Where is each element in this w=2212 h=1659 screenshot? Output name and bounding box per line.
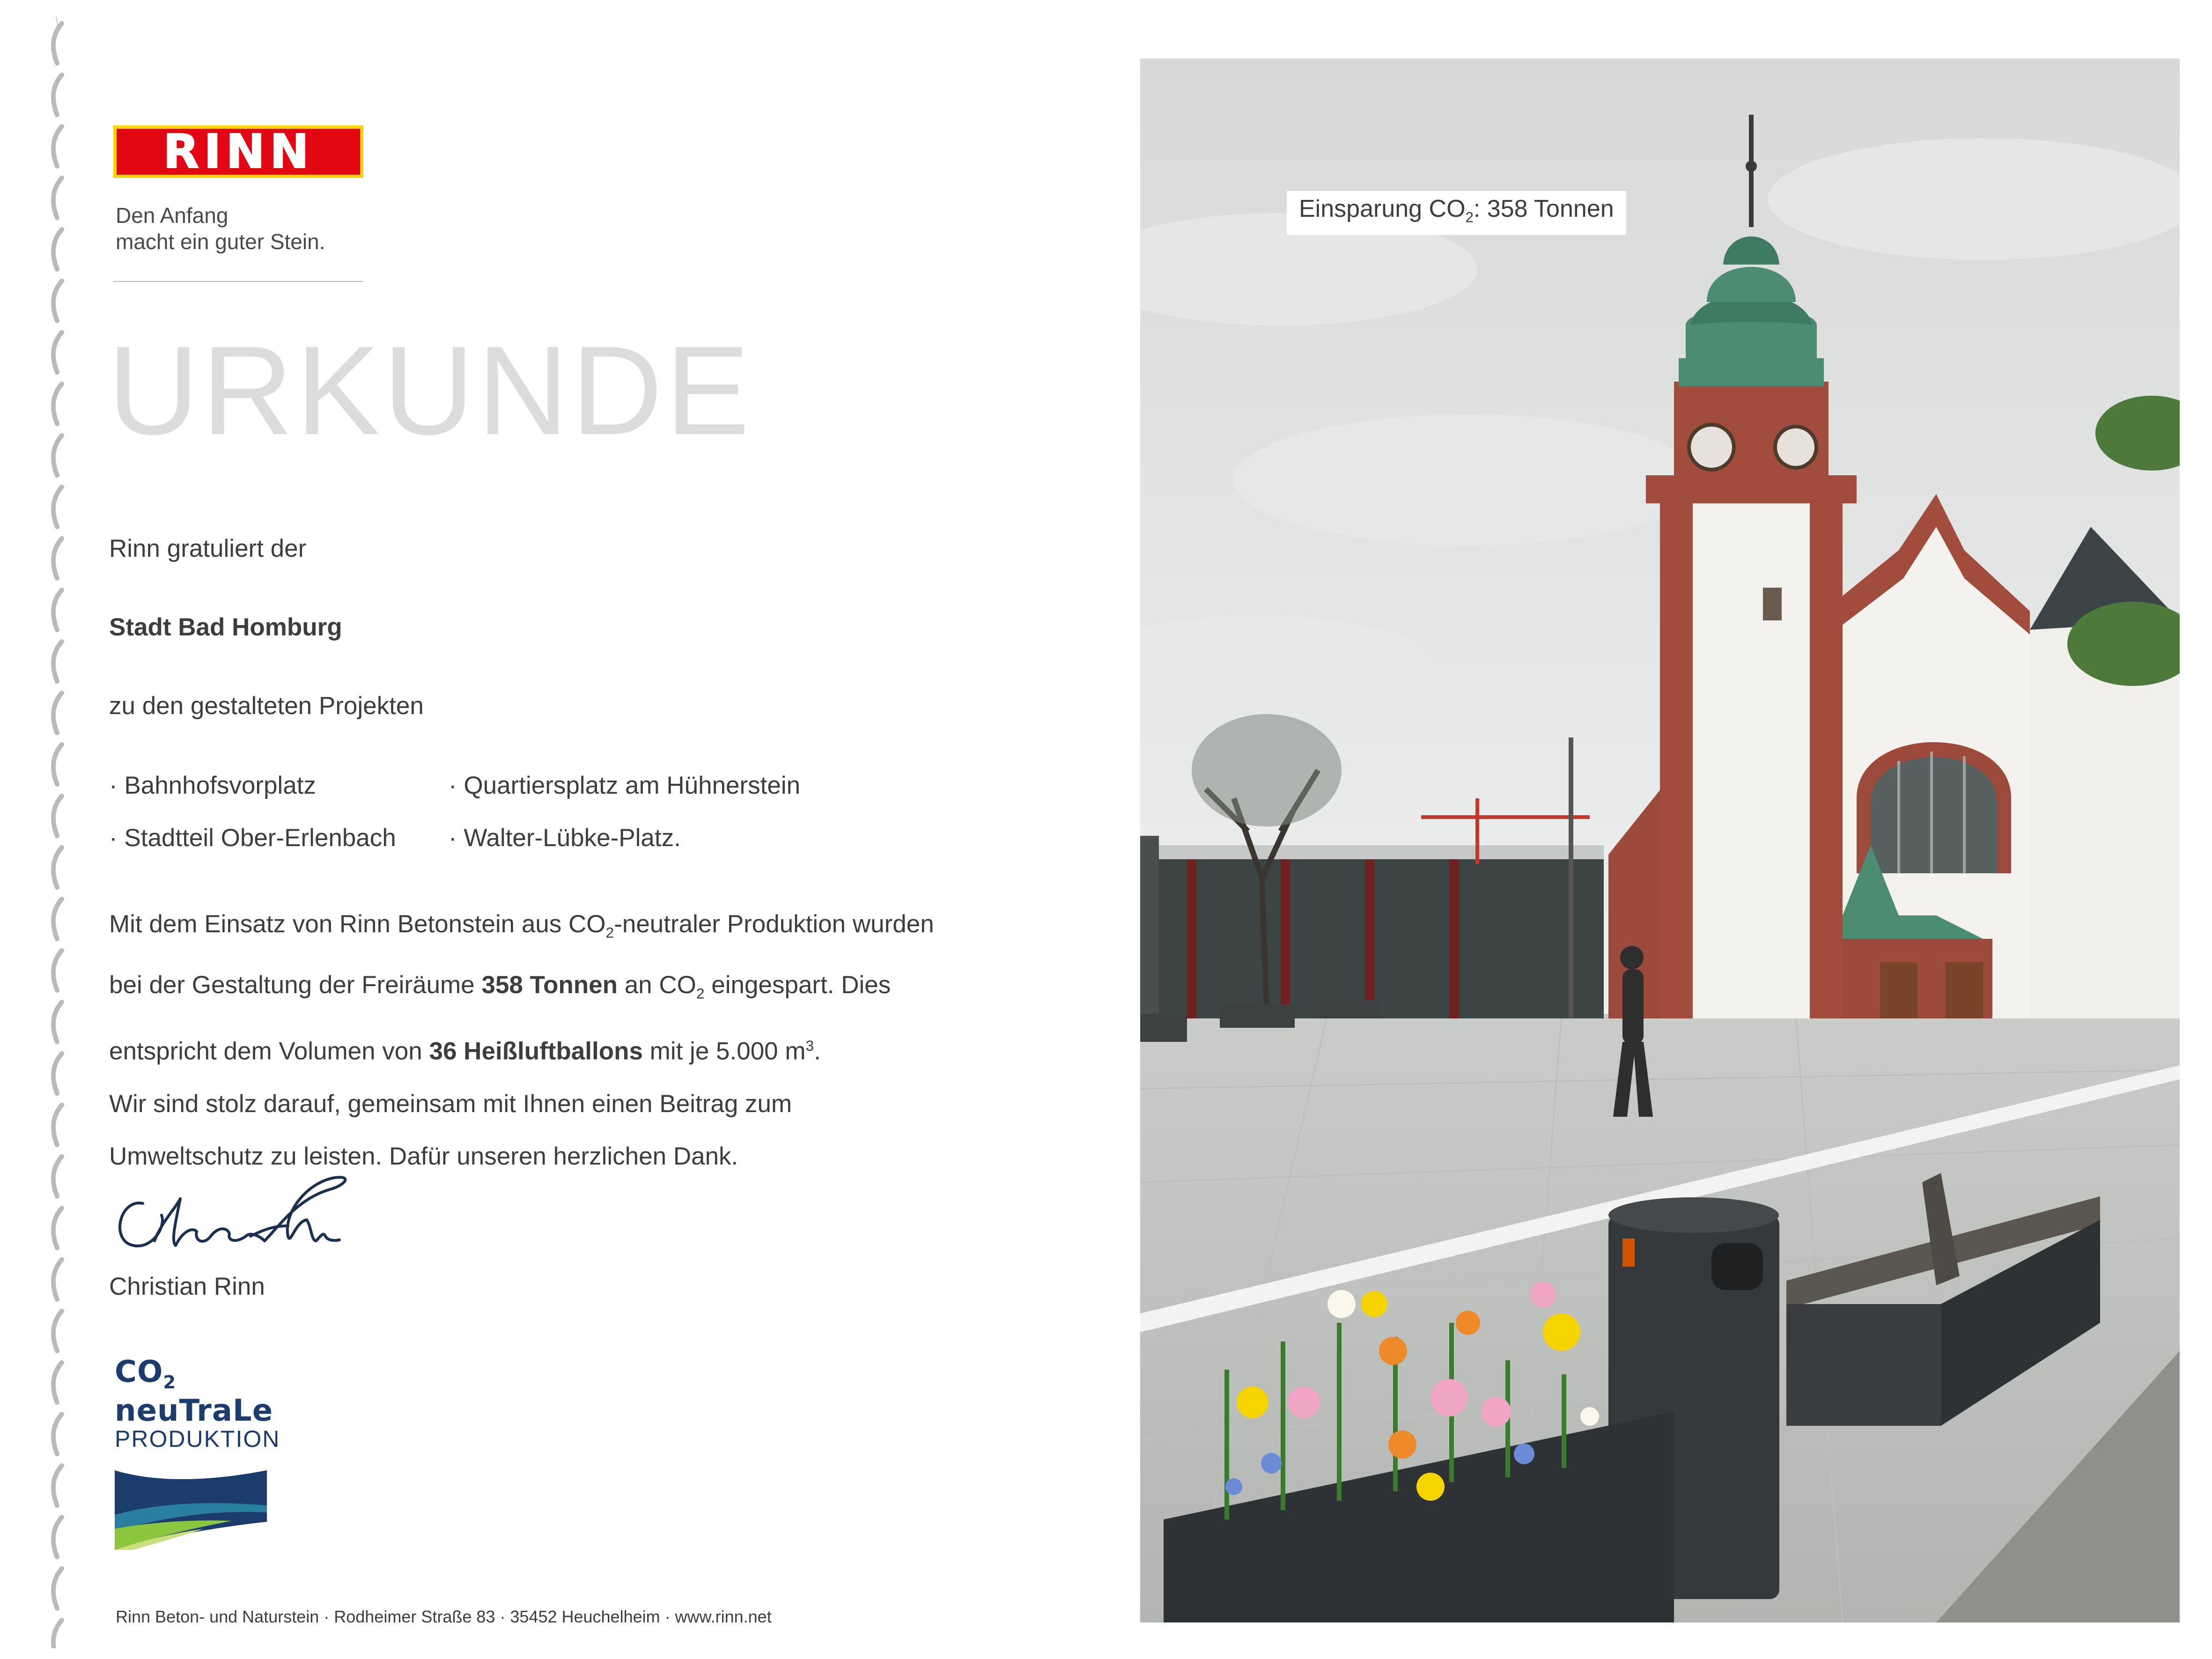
project-item: · Quartiersplatz am Hühnerstein <box>449 772 801 799</box>
certificate-body <box>109 898 999 1183</box>
projects-intro: zu den gestalteten Projekten <box>109 692 424 720</box>
footer-address: Rinn Beton- und Naturstein · Rodheimer Straße 83 · 35452 Heuchelheim · www.rinn.net <box>116 1607 772 1626</box>
decorative-wave-border <box>37 14 80 1648</box>
project-item: · Walter-Lübke-Platz. <box>449 824 681 852</box>
co2-neutral-logo <box>115 1355 280 1453</box>
body-line-1: Mit dem Einsatz von Rinn Betonstein aus $CO_2$-neutraler Produktion wurden <box>109 910 934 941</box>
handwritten-signature <box>110 1171 363 1269</box>
project-item: · Bahnhofsvorplatz <box>109 772 316 799</box>
rinn-logo-plate <box>117 124 360 179</box>
station-illustration <box>1140 59 2180 1622</box>
rinn-logo <box>113 125 363 178</box>
header-divider <box>113 281 363 282</box>
co2-logo-line-1: $CO_2$ <box>115 1355 177 1393</box>
certificate-title: URKUNDE <box>108 320 753 461</box>
body-line-2: bei der Gestaltung der Freiräume 358 Tonnen an $CO_2$ eingespart. Dies <box>109 971 891 1002</box>
body-line-5: Umweltschutz zu leisten. Dafür unseren herzlichen Dank. <box>109 1142 738 1170</box>
body-line-4: Wir sind stolz darauf, gemeinsam mit Ihnen einen Beitrag zum <box>109 1090 792 1118</box>
recipient-name: Stadt Bad Homburg <box>109 613 342 641</box>
signer-name: Christian Rinn <box>109 1273 265 1300</box>
slogan-line-2: macht ein guter Stein. <box>116 229 325 254</box>
co2-logo-line-3: PRODUKTION <box>115 1425 280 1452</box>
co2-logo-line-2: neuTraLe <box>115 1393 273 1428</box>
congrats-text: Rinn gratuliert der <box>109 535 307 562</box>
project-item: · Stadtteil Ober-Erlenbach <box>109 824 396 852</box>
rinn-logo-text: RINN <box>163 124 314 179</box>
co2-logo-graphic <box>115 1470 267 1550</box>
co2-savings-label: Einsparung $CO_2$: 358 Tonnen <box>1287 191 1626 235</box>
slogan-line-1: Den Anfang <box>116 203 229 228</box>
station-photo <box>1140 59 2180 1622</box>
slogan <box>116 202 397 255</box>
body-line-3: entspricht dem Volumen von 36 Heißluftballons mit je 5.000 $m^3$. <box>109 1037 821 1065</box>
